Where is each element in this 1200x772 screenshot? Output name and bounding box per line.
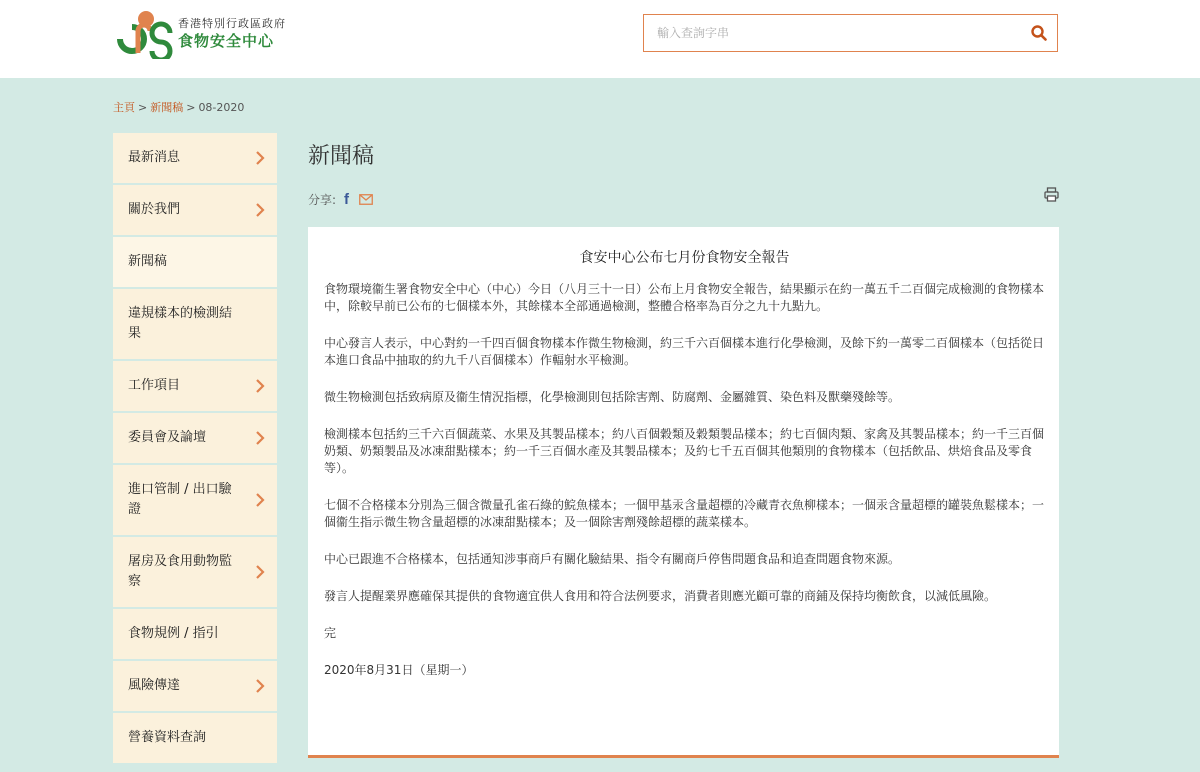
article-paragraph: 發言人提醒業界應確保其提供的食物適宜供人食用和符合法例要求，消費者則應光顧可靠的商鋪及保持均衡飲食，以減低風險。 [324,589,997,603]
search-input[interactable] [644,15,1021,51]
sidebar-item-nutrient-query[interactable] [113,713,277,765]
article-date: 2020年8月31日（星期一） [324,663,474,677]
sidebar-item-slaughterhouse[interactable] [113,537,277,609]
search-box [643,14,1058,52]
article-end-mark: 完 [324,626,337,640]
site-header [0,0,1200,78]
article-paragraph: 食物環境衞生署食物安全中心（中心）今日（八月三十一日）公布上月食物安全報告，結果顯示在約一萬五千二百個完成檢測的食物樣本中，除較早前已公布的七個樣本外，其餘樣本全部通過檢測，整體合格率為百分之九十九點九。 [324,282,1045,313]
article-content [308,227,1059,758]
article-paragraph: 中心已跟進不合格樣本，包括通知涉事商戶有關化驗結果、指令有關商戶停售問題食品和追查問題食物來源。 [324,552,901,566]
sidebar-item-label: 工作項目 [128,378,181,393]
article-paragraph: 檢測樣本包括約三千六百個蔬菜、水果及其製品樣本；約八百個穀類及穀類製品樣本；約七百個肉類、家禽及其製品樣本；約一千三百個奶類、奶類製品及冰凍甜點樣本；約一千三百個水產及其製品樣本；及約七千五百個其他類別的食物樣本（包括飲品、烘焙食品及零食等）。 [324,427,1045,475]
sidebar-item-food-regulations[interactable] [113,609,277,661]
chevron-right-icon [255,493,265,507]
breadcrumb-current: 08-2020 [198,101,245,114]
article-paragraph: 七個不合格樣本分別為三個含微量孔雀石綠的鯇魚樣本；一個甲基汞含量超標的冷藏青衣魚柳樣本；一個汞含量超標的罐裝魚鬆樣本；一個衞生指示微生物含量超標的冰凍甜點樣本；及一個除害劑殘餘超標的蔬菜樣本。 [324,498,1045,529]
search-button[interactable] [1021,15,1057,51]
page-title: 新聞稿 [308,144,375,169]
sidebar-item-label: 食物規例 / 指引 [128,626,219,641]
sidebar-item-import-export[interactable] [113,465,277,537]
sidebar-nav [113,133,277,765]
chevron-right-icon [255,565,265,579]
facebook-icon[interactable]: f [344,191,350,208]
chevron-right-icon [255,203,265,217]
sidebar-item-press-releases[interactable] [113,237,277,289]
sidebar-item-label: 關於我們 [128,202,181,217]
breadcrumb-home[interactable]: 主頁 [113,101,135,114]
sidebar-item-risk-communication[interactable] [113,661,277,713]
sidebar-item-label: 風險傳達 [128,678,181,693]
sidebar-item-label: 屠房及食用動物監察 [128,554,233,589]
sidebar-item-programmes[interactable] [113,361,277,413]
chevron-right-icon [255,679,265,693]
share-bar [308,191,373,208]
article-title: 食安中心公布七月份食物安全報告 [579,250,790,266]
sidebar-item-unsatisfactory-results[interactable] [113,289,277,361]
share-label: 分享: [308,193,337,207]
sidebar-item-label: 違規樣本的檢測結果 [128,306,233,341]
sidebar-item-about[interactable] [113,185,277,237]
chevron-right-icon [255,431,265,445]
sidebar-item-label: 進口管制 / 出口驗證 [128,482,232,517]
chevron-right-icon [255,379,265,393]
sidebar-item-label: 最新消息 [128,150,181,165]
article-paragraph: 微生物檢測包括致病原及衞生情況指標，化學檢測則包括除害劑、防腐劑、金屬雜質、染色料及獸藥殘餘等。 [324,390,901,404]
sidebar-item-news[interactable] [113,133,277,185]
chevron-right-icon [255,151,265,165]
logo-line1: 香港特別行政區政府 [178,17,286,30]
sidebar-item-label: 新聞稿 [128,254,168,269]
mail-icon[interactable] [359,194,373,205]
article-paragraph: 中心發言人表示，中心對約一千四百個食物樣本作微生物檢測，約三千六百個樣本進行化學檢測，及餘下約一萬零二百個樣本（包括從日本進口食品中抽取的約九千八百個樣本）作輻射水平檢測。 [324,336,1045,367]
sidebar-item-committees[interactable] [113,413,277,465]
breadcrumb: 主頁 > 新聞稿 > 08-2020 [113,101,245,114]
cfs-logo[interactable] [114,6,294,62]
logo-line2: 食物安全中心 [178,32,275,50]
print-icon[interactable] [1044,187,1059,206]
search-icon [1031,25,1047,41]
breadcrumb-section[interactable]: 新聞稿 [150,101,184,114]
sidebar-item-label: 委員會及論壇 [128,430,207,445]
sidebar-item-label: 營養資料查詢 [128,730,207,745]
cfs-logo-mark [114,9,174,59]
